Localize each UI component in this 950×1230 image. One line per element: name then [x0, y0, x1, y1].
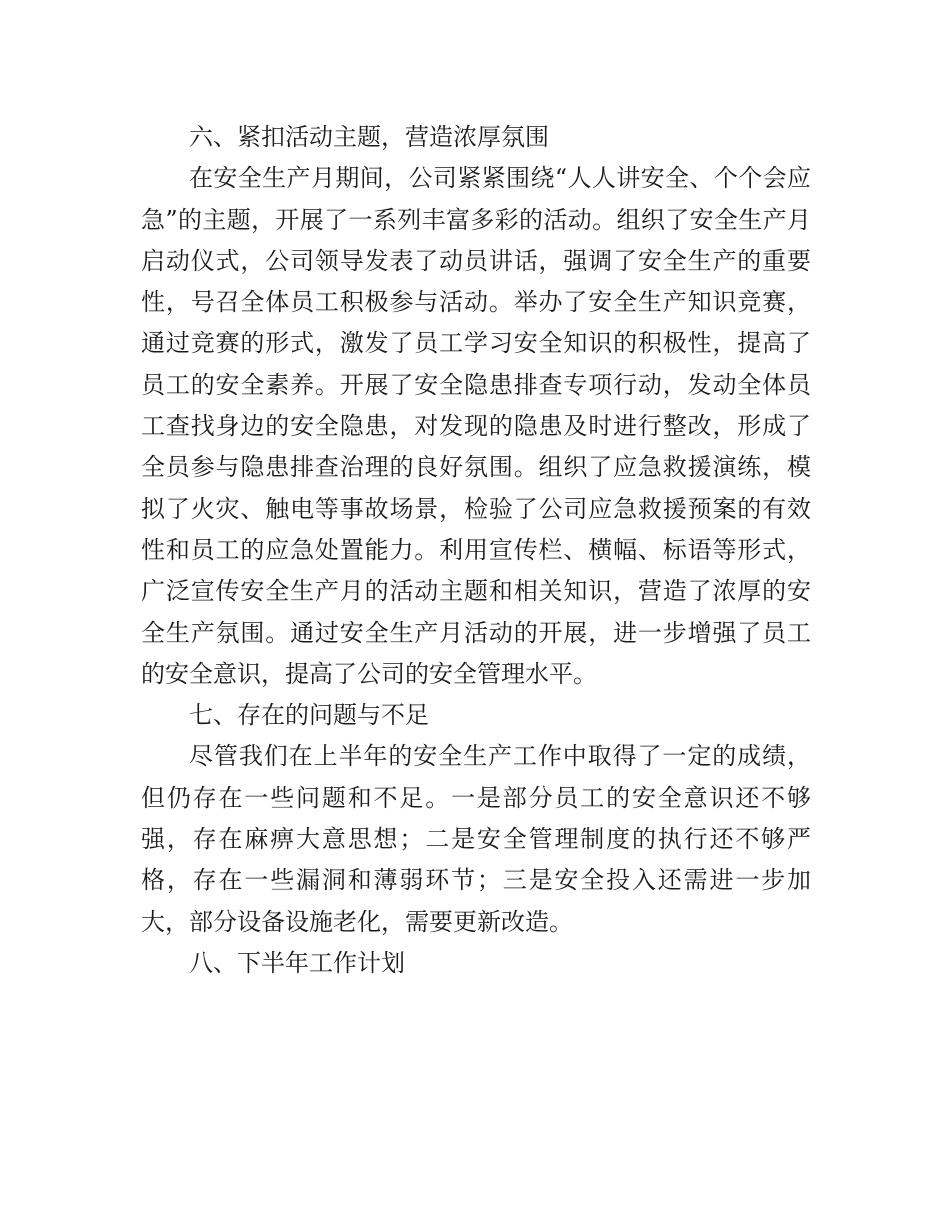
document-body	[141, 117, 811, 984]
section-6-paragraph: 在安全生产月期间，公司紧紧围绕“人人讲安全、个个会应急”的主题，开展了一系列丰富多彩的活动。组织了安全生产月启动仪式，公司领导发表了动员讲话，强调了安全生产的重要性，号召全体员工积极参与活动。举办了安全生产知识竞赛，通过竞赛的形式，激发了员工学习安全知识的积极性，提高了员工的安全素养。开展了安全隐患排查专项行动，发动全体员工查找身边的安全隐患，对发现的隐患及时进行整改，形成了全员参与隐患排查治理的良好氛围。组织了应急救援演练，模拟了火灾、触电等事故场景，检验了公司应急救援预案的有效性和员工的应急处置能力。利用宣传栏、横幅、标语等形式，广泛宣传安全生产月的活动主题和相关知识，营造了浓厚的安全生产氛围。通过安全生产月活动的开展，进一步增强了员工的安全意识，提高了公司的安全管理水平。	[141, 164, 811, 688]
section-8-heading: 八、下半年工作计划	[189, 948, 405, 977]
section-7-paragraph: 尽管我们在上半年的安全生产工作中取得了一定的成绩，但仍存在一些问题和不足。一是部分员工的安全意识还不够强，存在麻痹大意思想；二是安全管理制度的执行还不够严格，存在一些漏洞和薄弱环节；三是安全投入还需进一步加大，部分设备设施老化，需要更新改造。	[141, 742, 811, 936]
section-6-heading: 六、紧扣活动主题，营造浓厚氛围	[189, 123, 549, 151]
section-7-heading: 七、存在的问题与不足	[189, 701, 429, 730]
